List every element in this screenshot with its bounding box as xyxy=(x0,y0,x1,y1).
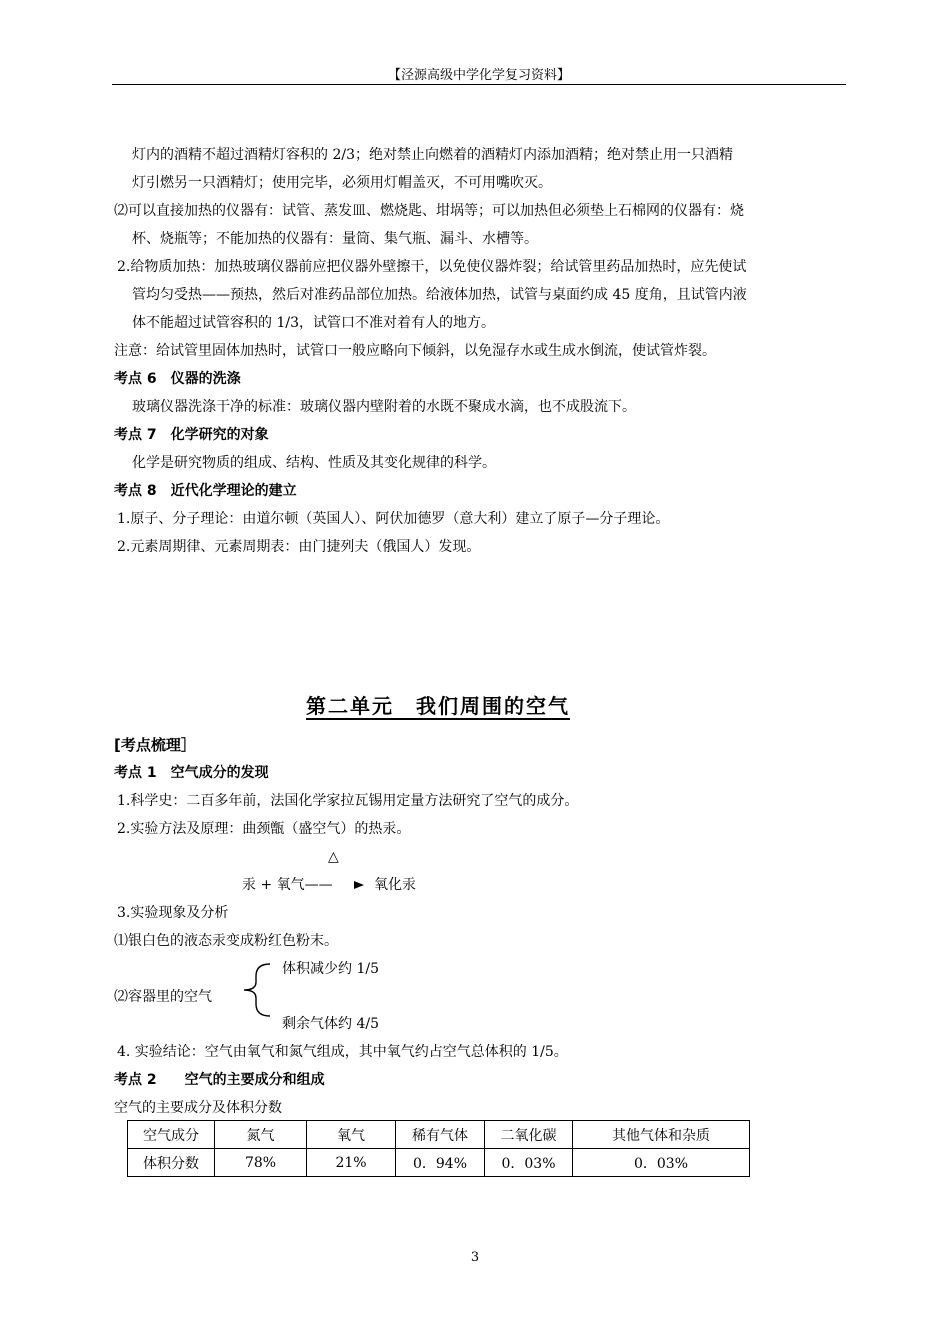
table-cell: 78% xyxy=(215,1149,307,1177)
brace-icon xyxy=(240,962,280,1018)
section-heading: 考点 7 化学研究的对象 xyxy=(114,427,269,443)
table-cell: 二氧化碳 xyxy=(485,1121,573,1149)
table-cell: 体积分数 xyxy=(128,1149,215,1177)
paragraph-line: 玻璃仪器洗涤干净的标准：玻璃仪器内壁附着的水既不聚成水滴，也不成股流下。 xyxy=(132,399,636,415)
paragraph-line: ⑴银白色的液态汞变成粉红色粉末。 xyxy=(114,933,338,949)
heat-symbol: △ xyxy=(328,849,339,865)
outline-heading: [考点梳理］ xyxy=(114,736,196,754)
paragraph-line: 1.原子、分子理论：由道尔顿（英国人）、阿伏加德罗（意大利）建立了原子—分子理论。 xyxy=(117,511,670,527)
section-heading: 考点 6 仪器的洗涤 xyxy=(114,371,241,387)
table-header-row xyxy=(128,1121,750,1149)
table-cell: 空气成分 xyxy=(128,1121,215,1149)
table-cell: 稀有气体 xyxy=(396,1121,485,1149)
table-cell: 氮气 xyxy=(215,1121,307,1149)
table-cell: 0．94% xyxy=(396,1149,485,1177)
table-cell: 氧气 xyxy=(307,1121,396,1149)
page-header: 【泾源高级中学化学复习资料】 xyxy=(387,68,570,83)
arrow-icon xyxy=(352,878,366,892)
table-cell: 0．03% xyxy=(573,1149,750,1177)
equation-right: 氧化汞 xyxy=(374,877,416,893)
section-heading: 考点 1 空气成分的发现 xyxy=(114,765,269,781)
table-cell: 其他气体和杂质 xyxy=(573,1121,750,1149)
paragraph-line: 体不能超过试管容积的 1/3，试管口不准对着有人的地方。 xyxy=(132,315,495,331)
paragraph-line: 化学是研究物质的组成、结构、性质及其变化规律的科学。 xyxy=(132,455,496,471)
equation-left: 汞 + 氧气—— xyxy=(242,877,333,893)
paragraph-line: ⑵可以直接加热的仪器有：试管、蒸发皿、燃烧匙、坩埚等；可以加热但必须垫上石棉网的仪器有：烧 xyxy=(114,203,744,219)
air-composition-table xyxy=(127,1120,750,1177)
brace-label: ⑵容器里的空气 xyxy=(114,989,212,1005)
table-caption: 空气的主要成分及体积分数 xyxy=(114,1100,282,1116)
page-number: 3 xyxy=(470,1250,480,1265)
paragraph-line: 3.实验现象及分析 xyxy=(117,905,229,921)
paragraph-line: 2.元素周期律、元素周期表：由门捷列夫（俄国人）发现。 xyxy=(117,539,481,555)
table-cell: 0．03% xyxy=(485,1149,573,1177)
paragraph-line: 2.给物质加热：加热玻璃仪器前应把仪器外壁擦干，以免使仪器炸裂；给试管里药品加热时，应先使试 xyxy=(117,259,747,275)
paragraph-line: 灯引燃另一只酒精灯；使用完毕，必须用灯帽盖灭，不可用嘴吹灭。 xyxy=(132,175,552,191)
header-rule xyxy=(112,84,846,85)
section-heading: 考点 8 近代化学理论的建立 xyxy=(114,483,297,499)
table-cell: 21% xyxy=(307,1149,396,1177)
brace-branch-bottom: 剩余气体约 4/5 xyxy=(282,1016,379,1032)
note-line: 注意：给试管里固体加热时，试管口一般应略向下倾斜，以免湿存水或生成水倒流，使试管炸裂。 xyxy=(114,343,716,359)
unit-title: 第二单元 我们周围的空气 xyxy=(306,694,570,718)
table-row xyxy=(128,1149,750,1177)
paragraph-line: 4. 实验结论：空气由氧气和氮气组成，其中氧气约占空气总体积的 1/5。 xyxy=(117,1044,568,1060)
section-heading: 考点 2 空气的主要成分和组成 xyxy=(114,1072,325,1088)
paragraph-line: 2.实验方法及原理：曲颈甑（盛空气）的热汞。 xyxy=(117,821,411,837)
paragraph-line: 管均匀受热——预热，然后对准药品部位加热。给液体加热，试管与桌面约成 45 度角，且试管内液 xyxy=(132,287,747,303)
brace-branch-top: 体积减少约 1/5 xyxy=(282,961,379,977)
paragraph-line: 1.科学史：二百多年前，法国化学家拉瓦锡用定量方法研究了空气的成分。 xyxy=(117,793,579,809)
paragraph-line: 灯内的酒精不超过酒精灯容积的 2/3；绝对禁止向燃着的酒精灯内添加酒精；绝对禁止用一只酒精 xyxy=(132,147,733,163)
paragraph-line: 杯、烧瓶等；不能加热的仪器有：量筒、集气瓶、漏斗、水槽等。 xyxy=(132,231,538,247)
